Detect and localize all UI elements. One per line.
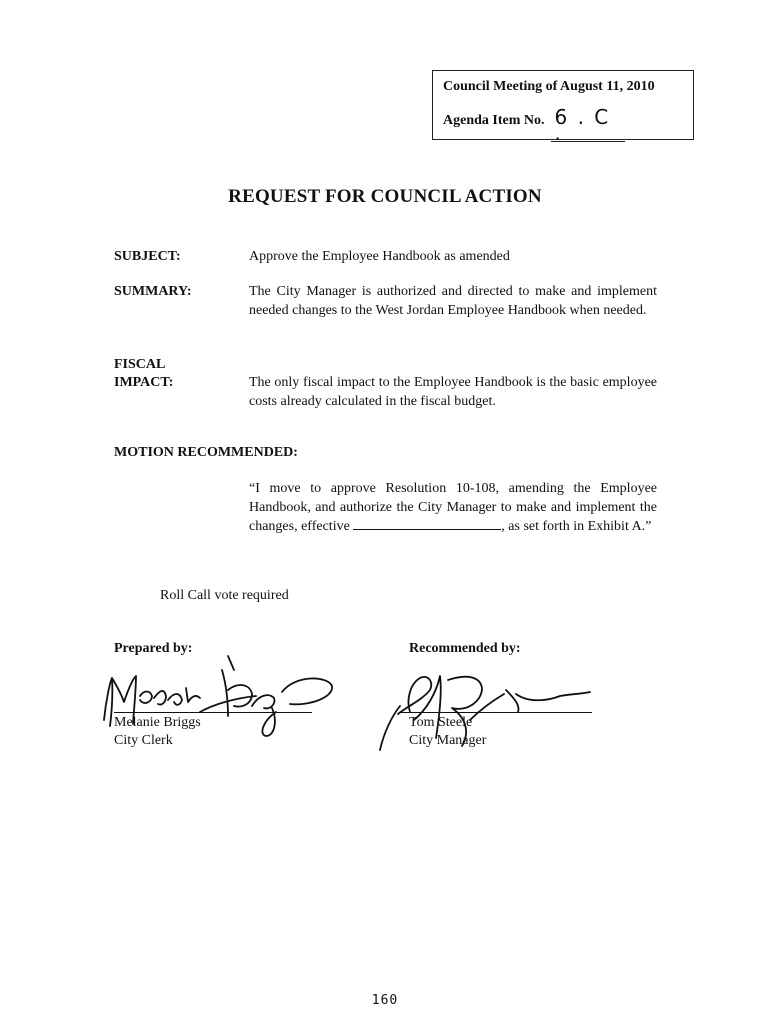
subject-text: Approve the Employee Handbook as amended: [249, 249, 510, 264]
recommended-by-title: City Manager: [409, 733, 487, 748]
motion-label: MOTION RECOMMENDED:: [114, 445, 298, 460]
agenda-item-label: Agenda Item No.: [443, 113, 545, 128]
document-title: REQUEST FOR COUNCIL ACTION: [228, 186, 542, 207]
summary-text: The City Manager is authorized and directed to make and implement needed changes to the West Jordan Employee Handbook when needed.: [249, 284, 657, 318]
agenda-item-row: [443, 105, 693, 145]
meeting-date: Council Meeting of August 11, 2010: [443, 79, 655, 94]
summary-label: SUMMARY:: [114, 284, 192, 299]
recommended-by-name: Tom Steele: [409, 715, 473, 730]
page-number: 160: [371, 993, 399, 1008]
prepared-by-name: Melanie Briggs: [114, 715, 201, 730]
fiscal-impact-label: [114, 356, 173, 392]
agenda-item-value: 6 . C .: [551, 109, 625, 142]
fiscal-label-line2: IMPACT:: [114, 375, 174, 390]
subject-label: SUBJECT:: [114, 249, 181, 264]
meeting-info-box: [432, 70, 694, 145]
motion-text-part2: , as set forth in Exhibit A.”: [501, 519, 652, 534]
recommended-by-label: Recommended by:: [409, 641, 521, 656]
roll-call-note: Roll Call vote required: [160, 588, 289, 603]
motion-text-part1: “I move to approve Resolution 10-108, amending the Employee Handbook, and authorize the City Manager to make and implement the changes, effective: [249, 481, 657, 534]
effective-date-blank: [353, 517, 501, 530]
fiscal-impact-text: The only fiscal impact to the Employee Handbook is the basic employee costs already calculated in the fiscal budget.: [249, 375, 657, 409]
prepared-by-title: City Clerk: [114, 733, 173, 748]
fiscal-label-line1: FISCAL: [114, 357, 166, 372]
motion-text: [249, 480, 657, 537]
prepared-by-label: Prepared by:: [114, 641, 193, 656]
